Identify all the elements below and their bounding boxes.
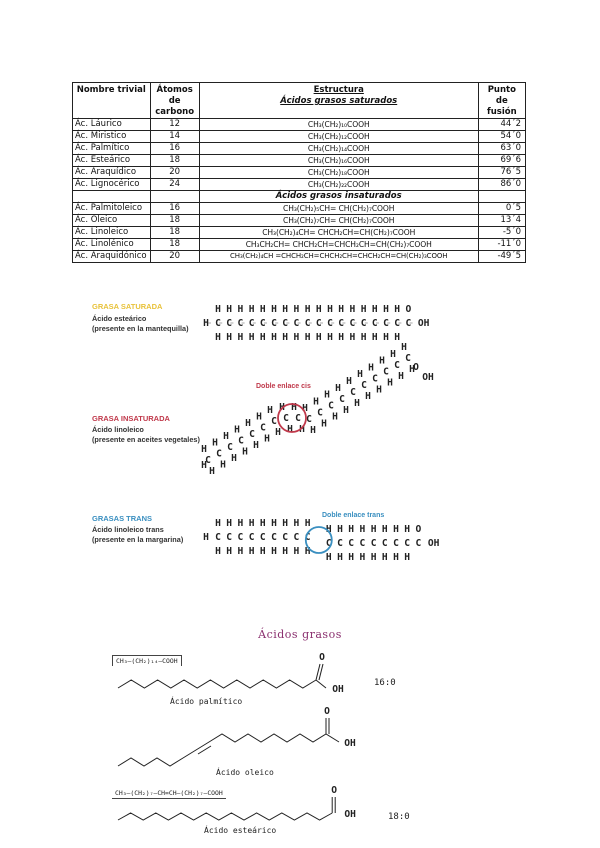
cell-structure: CH₃(CH₂)₇CH= CH(CH₂)₇COOH [199, 215, 478, 227]
h-atom: H [315, 304, 322, 315]
fatty-acids-heading: Ácidos grasos [258, 628, 342, 641]
o-atom: O [415, 524, 422, 535]
c-atom: C [328, 400, 334, 412]
h-atom: H [409, 364, 415, 375]
h-atom: H [237, 304, 244, 315]
h-atom: H [291, 402, 297, 413]
h-atom: H [343, 404, 349, 416]
h-atom: H [203, 318, 209, 329]
h-atom: H [360, 332, 367, 343]
cell-carbons: 14 [150, 131, 199, 143]
c-atom: C [350, 387, 356, 398]
h-atom: H [304, 304, 311, 315]
fatty-acids-table [72, 82, 526, 263]
cell-name: Ác. Araquidónico [73, 251, 151, 263]
h-atom: H [293, 332, 300, 343]
h-atom: H [365, 391, 371, 403]
h-atom: H [337, 552, 343, 563]
cell-name: Ác. Linolénico [73, 239, 151, 251]
h-atom: H [231, 453, 237, 464]
trans-fat-desc1: Ácido linoleico trans [92, 525, 164, 534]
c-atom: C [227, 442, 233, 453]
h-atom: H [248, 332, 255, 343]
cell-structure: CH₃(CH₂)₄CH =CHCH₂CH=CHCH₂CH=CHCH₂CH=CH(CH₂)₃COOH [199, 251, 478, 263]
cell-name: Ác. Palmitoleico [73, 203, 151, 215]
c-atom: C [216, 448, 222, 460]
palmitic-chain [118, 680, 316, 688]
c-atom: C [237, 532, 244, 543]
h-atom: H [220, 459, 226, 471]
h-atom: H [226, 332, 233, 343]
trans-fat-title: GRASAS TRANS [92, 514, 153, 523]
table-row [73, 131, 526, 143]
c-atom: C [271, 532, 277, 543]
h-atom: H [304, 546, 311, 557]
unsaturated-fat-desc1: Ácido linoleico [92, 425, 144, 434]
trans-fat-desc2: (presente en la margarina) [92, 535, 184, 544]
h-atom: H [259, 546, 266, 557]
h-atom: H [354, 398, 360, 409]
h-atom: H [304, 518, 311, 529]
table-row [73, 143, 526, 155]
h-atom: H [293, 518, 300, 529]
h-atom: H [226, 546, 233, 557]
h-atom: H [282, 518, 289, 529]
c-atom: C [360, 318, 367, 329]
c-atom: C [293, 318, 300, 329]
c-atom: C [405, 318, 412, 329]
h-atom: H [282, 546, 289, 557]
c-atom: C [370, 538, 377, 549]
h-atom: H [398, 370, 404, 382]
h-atom: H [337, 524, 343, 535]
col-header-melting: Punto de fusión [478, 83, 525, 119]
h-atom: H [404, 552, 411, 563]
cell-name: Ác. Oleico [73, 215, 151, 227]
h-atom: H [327, 304, 333, 315]
cell-structure: CH₃(CH₂)₄CH= CHCH₂CH=CH(CH₂)₇COOH [199, 227, 478, 239]
h-atom: H [293, 546, 300, 557]
h-atom: H [275, 427, 281, 438]
cell-carbons: 18 [150, 227, 199, 239]
oleic-chain [118, 734, 339, 766]
h-atom: H [226, 518, 233, 529]
h-atom: H [370, 552, 377, 563]
h-atom: H [201, 444, 207, 455]
c-atom: C [248, 318, 255, 329]
palmitic-formula: CH₃–(CH₂)₁₄–COOH [112, 655, 182, 666]
h-atom: H [237, 332, 244, 343]
h-atom: H [201, 460, 207, 471]
oh-group: OH [344, 809, 356, 820]
trans-bond-callout: Doble enlace trans [322, 512, 385, 519]
cell-name: Ác. Palmítico [73, 143, 151, 155]
h-atom: H [299, 424, 305, 435]
o-atom: O [405, 304, 412, 315]
cell-structure: CH₃(CH₂)₁₈COOH [199, 167, 478, 179]
c-atom: C [405, 353, 411, 364]
h-atom: H [259, 304, 266, 315]
h-atom: H [212, 437, 218, 449]
h-atom: H [359, 552, 366, 563]
cell-name: Ác. Miristico [73, 131, 151, 143]
cell-carbons: 18 [150, 155, 199, 167]
cell-structure: CH₃(CH₂)₁₂COOH [199, 131, 478, 143]
c-atom: C [304, 318, 311, 329]
h-atom: H [248, 546, 255, 557]
c-atom: C [282, 532, 289, 543]
o-atom: O [324, 706, 330, 717]
c-atom: C [238, 435, 244, 447]
h-atom: H [215, 546, 221, 557]
h-atom: H [279, 402, 285, 413]
oleic-name: Ácido oleico [216, 768, 274, 777]
table-row [73, 155, 526, 167]
table-row [73, 179, 526, 191]
c-atom: C [215, 318, 221, 329]
h-atom: H [313, 396, 319, 408]
h-atom: H [393, 524, 399, 535]
table-row [73, 167, 526, 179]
h-atom: H [349, 304, 356, 315]
c-atom: C [260, 422, 266, 434]
palmitic-name: Ácido palmítico [170, 697, 243, 706]
cell-carbons: 12 [150, 119, 199, 131]
stearic-name: Ácido esteárico [204, 826, 277, 835]
saturated-fat-title: GRASA SATURADA [92, 302, 163, 311]
h-atom: H [253, 440, 259, 451]
oh-group: OH [332, 684, 344, 695]
cell-name: Ác. Linoleico [73, 227, 151, 239]
cell-melting: -11´0 [478, 239, 525, 251]
cell-melting: 44´2 [478, 119, 525, 131]
h-atom: H [404, 524, 411, 535]
cell-melting: 54´0 [478, 131, 525, 143]
c-atom: C [348, 538, 355, 549]
h-atom: H [293, 304, 300, 315]
h-atom: H [349, 332, 356, 343]
h-atom: H [371, 332, 378, 343]
c-atom: C [293, 532, 300, 543]
col-header-structure [199, 83, 478, 119]
h-atom: H [271, 546, 277, 557]
h-atom: H [282, 332, 289, 343]
h-atom: H [368, 362, 374, 374]
h-atom: H [327, 332, 333, 343]
table-row [73, 215, 526, 227]
oh-group: OH [427, 538, 440, 549]
o-atom: O [319, 652, 325, 663]
h-atom: H [223, 431, 229, 442]
h-atom: H [271, 304, 277, 315]
c-atom: C [249, 429, 255, 440]
h-atom: H [287, 424, 293, 435]
c-atom: C [325, 538, 332, 549]
cell-carbons: 18 [150, 215, 199, 227]
hydroxyl-bond [316, 680, 326, 688]
h-atom: H [259, 332, 266, 343]
table-row [73, 251, 526, 263]
h-atom: H [348, 552, 355, 563]
h-atom: H [209, 466, 215, 477]
h-atom: H [376, 384, 382, 396]
c-atom: C [215, 532, 221, 543]
h-atom: H [394, 332, 401, 343]
cell-structure: CH₃(CH₂)₁₆COOH [199, 155, 478, 167]
h-atom: H [271, 518, 277, 529]
c-atom: C [361, 380, 367, 392]
h-atom: H [215, 518, 221, 529]
h-atom: H [302, 403, 308, 415]
h-atom: H [282, 304, 289, 315]
section-spacer [478, 191, 525, 203]
saturated-fat-desc2: (presente en la mantequilla) [92, 324, 189, 333]
stearic-formula: CH₃–(CH₂)₇–CH=CH–(CH₂)₇–COOH [112, 788, 226, 799]
saturated-fat-desc1: Ácido esteárico [92, 314, 147, 323]
unsaturated-section-row [73, 191, 526, 203]
h-atom: H [245, 418, 251, 429]
h-atom: H [325, 524, 332, 535]
cell-name: Ác. Esteárico [73, 155, 151, 167]
structure-header-label: Estructura [313, 85, 364, 95]
h-atom: H [237, 546, 244, 557]
h-atom: H [248, 304, 255, 315]
c-atom: C [317, 407, 323, 419]
h-atom: H [390, 348, 396, 360]
h-atom: H [215, 304, 221, 315]
table-header-row [73, 83, 526, 119]
c-atom: C [295, 413, 301, 424]
h-atom: H [332, 411, 338, 423]
h-atom: H [383, 304, 389, 315]
h-atom: H [264, 433, 270, 445]
table-row [73, 203, 526, 215]
cell-melting: 86´0 [478, 179, 525, 191]
unsaturated-section-label: Ácidos grasos insaturados [199, 191, 478, 203]
cell-structure: CH₃(CH₂)₅CH= CH(CH₂)₇COOH [199, 203, 478, 215]
h-atom: H [401, 342, 407, 353]
c-atom: C [283, 413, 289, 424]
h-atom: H [226, 304, 233, 315]
h-atom: H [338, 332, 345, 343]
h-atom: H [393, 552, 399, 563]
cell-carbons: 18 [150, 239, 199, 251]
h-atom: H [203, 532, 209, 543]
h-atom: H [325, 552, 332, 563]
c-atom: C [415, 538, 422, 549]
cell-melting: 13´4 [478, 215, 525, 227]
cell-melting: 76´5 [478, 167, 525, 179]
h-atom: H [348, 524, 355, 535]
cell-structure: CH₃(CH₂)₂₂COOH [199, 179, 478, 191]
h-atom: H [304, 332, 311, 343]
h-atom: H [394, 304, 401, 315]
h-atom: H [256, 411, 262, 423]
c-atom: C [306, 414, 312, 426]
h-atom: H [321, 418, 327, 430]
c-atom: C [359, 538, 366, 549]
h-atom: H [379, 355, 385, 367]
table-row [73, 227, 526, 239]
c-atom: C [338, 318, 345, 329]
c-atom: C [393, 538, 399, 549]
h-atom: H [242, 446, 248, 458]
cell-melting: 63´0 [478, 143, 525, 155]
c-atom: C [282, 318, 289, 329]
cell-carbons: 16 [150, 143, 199, 155]
h-atom: H [359, 524, 366, 535]
cell-carbons: 24 [150, 179, 199, 191]
h-atom: H [259, 518, 266, 529]
oh-group: OH [422, 372, 434, 383]
stearic-chain [118, 813, 332, 820]
c-atom: C [271, 318, 277, 329]
cell-carbons: 20 [150, 251, 199, 263]
c-atom: C [404, 538, 411, 549]
h-atom: H [310, 425, 316, 437]
h-atom: H [381, 552, 388, 563]
h-atom: H [387, 377, 393, 389]
cell-melting: -5´0 [478, 227, 525, 239]
cell-structure: CH₃(CH₂)₁₀COOH [199, 119, 478, 131]
skeletal-formulas-svg [0, 648, 600, 848]
h-atom: H [267, 405, 273, 416]
palmitic-ratio: 16:0 [374, 678, 396, 688]
table-row [73, 119, 526, 131]
c-atom: C [381, 538, 388, 549]
c-atom: C [339, 393, 345, 405]
h-atom: H [237, 518, 244, 529]
c-atom: C [259, 318, 266, 329]
cell-name: Ác. Araquídico [73, 167, 151, 179]
unsaturated-fat-desc2: (presente en aceites vegetales) [92, 435, 200, 444]
c-atom: C [205, 455, 211, 466]
cell-melting: -49´5 [478, 251, 525, 263]
section-spacer [150, 191, 199, 203]
h-atom: H [271, 332, 277, 343]
h-atom: H [335, 382, 341, 394]
c-atom: C [383, 318, 389, 329]
c-atom: C [371, 318, 378, 329]
table-row [73, 239, 526, 251]
cis-bond-callout: Doble enlace cis [256, 383, 311, 390]
c-atom: C [383, 366, 389, 378]
cell-structure: CH₃CH₂CH= CHCH₂CH=CHCH₂CH=CH(CH₂)₇COOH [199, 239, 478, 251]
cell-carbons: 20 [150, 167, 199, 179]
c-atom: C [327, 318, 333, 329]
h-atom: H [346, 376, 352, 387]
h-atom: H [381, 524, 388, 535]
fat-types-figure [86, 290, 440, 570]
h-atom: H [324, 389, 330, 401]
h-atom: H [315, 332, 322, 343]
h-atom: H [383, 332, 389, 343]
h-atom: H [371, 304, 378, 315]
h-atom: H [360, 304, 367, 315]
c-atom: C [315, 318, 322, 329]
oh-group: OH [344, 738, 356, 749]
h-atom: H [234, 424, 240, 436]
c-atom: C [259, 532, 266, 543]
cell-name: Ác. Láurico [73, 119, 151, 131]
h-atom: H [370, 524, 377, 535]
c-atom: C [349, 318, 356, 329]
c-atom: C [237, 318, 244, 329]
o-atom: O [331, 785, 338, 796]
cell-structure: CH₃(CH₂)₁₄COOH [199, 143, 478, 155]
saturated-section-label: Ácidos grasos saturados [280, 96, 398, 106]
unsaturated-fat-title: GRASA INSATURADA [92, 414, 170, 423]
c-atom: C [226, 532, 233, 543]
c-atom: C [271, 416, 277, 427]
cell-melting: 69´6 [478, 155, 525, 167]
oh-group: OH [417, 318, 430, 329]
cell-melting: 0´5 [478, 203, 525, 215]
col-header-name: Nombre trivial [73, 83, 151, 119]
cell-name: Ác. Lignocérico [73, 179, 151, 191]
h-atom: H [248, 518, 255, 529]
h-atom: H [357, 369, 363, 381]
c-atom: C [337, 538, 343, 549]
c-atom: C [394, 318, 401, 329]
c-atom: C [248, 532, 255, 543]
stearic-ratio: 18:0 [388, 812, 410, 822]
fatty-acid-structures-svg [86, 290, 440, 570]
c-atom: C [394, 359, 400, 371]
h-atom: H [215, 332, 221, 343]
section-spacer [73, 191, 151, 203]
o-atom: O [413, 362, 419, 373]
cell-carbons: 16 [150, 203, 199, 215]
h-atom: H [338, 304, 345, 315]
col-header-carbons: Átomos de carbono [150, 83, 199, 119]
c-atom: C [304, 532, 311, 543]
c-atom: C [372, 373, 378, 385]
c-atom: C [226, 318, 233, 329]
